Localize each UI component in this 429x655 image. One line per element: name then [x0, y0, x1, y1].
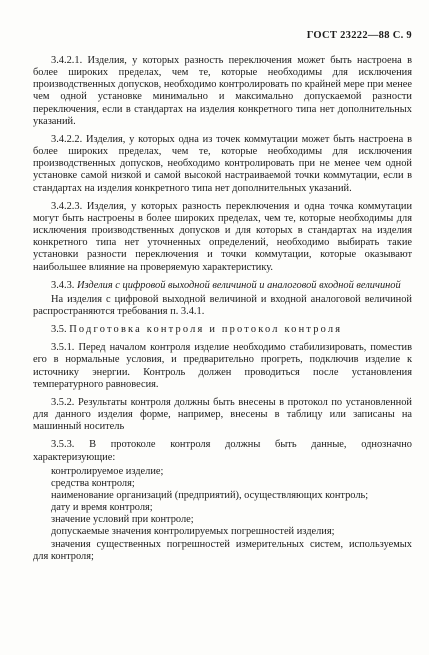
paragraph-3-4-2-2: 3.4.2.2. Изделия, у которых одна из точек коммутации может быть настроена в более широких пределах, чем те, которые необходимы для исключения производственных допусков, необходимо контролировать при не менее чем одной установке самой низкой и самой высокой настраиваемой точки коммутации, если в стандартах на изделия конкретного типа нет дополнительных указаний. — [33, 133, 412, 194]
paragraph-3-4-2-1: 3.4.2.1. Изделия, у которых разность переключения может быть настроена в более широких пределах, чем те, которые необходимы для исключения производственных допусков, необходимо контролировать по крайней мере при менее чем одной установке минимально и максимально допускаемой разности переключения, если в стандартах на изделия конкретного типа нет дополнительных указаний. — [33, 55, 412, 127]
paragraph-3-4-2-3: 3.4.2.3. Изделия, у которых разность переключения и одна точка коммутации могут быть настроены в более широких пределах, чем те, которые необходимы для исключения производственных допусков и для которых в стандартах на изделия конкретного типа нет уточненных определений, необходимо выбирать такие установки разности переключения и точки коммутации, которые оказывают наибольшее влияние на проверяемую характеристику. — [33, 200, 412, 273]
paragraph-3-5-2: 3.5.2. Результаты контроля должны быть внесены в протокол по установленной для данного изделия форме, например, внесены в таблицу или записаны на машинный носитель — [33, 396, 412, 433]
section-3-5-title: Подготовка контроля и протокол контроля — [69, 324, 343, 336]
list-item: значения существенных погрешностей измерительных систем, используемых для контроля; — [33, 538, 412, 562]
paragraph-3-4-3-body: На изделия с цифровой выходной величиной и входной аналоговой величиной распространяются требования п. 3.4.1. — [33, 293, 412, 317]
section-3-4-3-heading — [33, 280, 412, 292]
document-body — [33, 55, 412, 563]
paragraph-3-5-3: 3.5.3. В протоколе контроля должны быть данные, однозначно характеризующие: — [33, 439, 412, 463]
section-3-5-heading — [33, 324, 412, 336]
protocol-items-list — [33, 466, 412, 563]
list-item: допускаемые значения контролируемых погрешностей изделия; — [51, 526, 335, 538]
list-item: контролируемое изделие; — [51, 465, 164, 477]
list-item: средства контроля; — [51, 477, 135, 489]
list-item: значение условий при контроле; — [51, 514, 194, 526]
list-item: дату и время контроля; — [51, 502, 153, 514]
list-item: наименование организаций (предприятий), осуществляющих контроль; — [51, 490, 369, 501]
section-3-4-3-title: Изделия с цифровой выходной величиной и аналоговой входной величиной — [77, 279, 401, 291]
paragraph-3-5-1: 3.5.1. Перед началом контроля изделие необходимо стабилизировать, поместив его в нормальные условия, и предварительно прогреть, подключив изделие к источнику энергии. Контроль должен проводиться после установления температурного равновесия. — [33, 342, 412, 390]
page-header: ГОСТ 23222—88 С. 9 — [306, 30, 412, 41]
section-3-4-3-number: 3.4.3. — [51, 279, 75, 291]
section-3-5-number: 3.5. — [51, 324, 67, 336]
